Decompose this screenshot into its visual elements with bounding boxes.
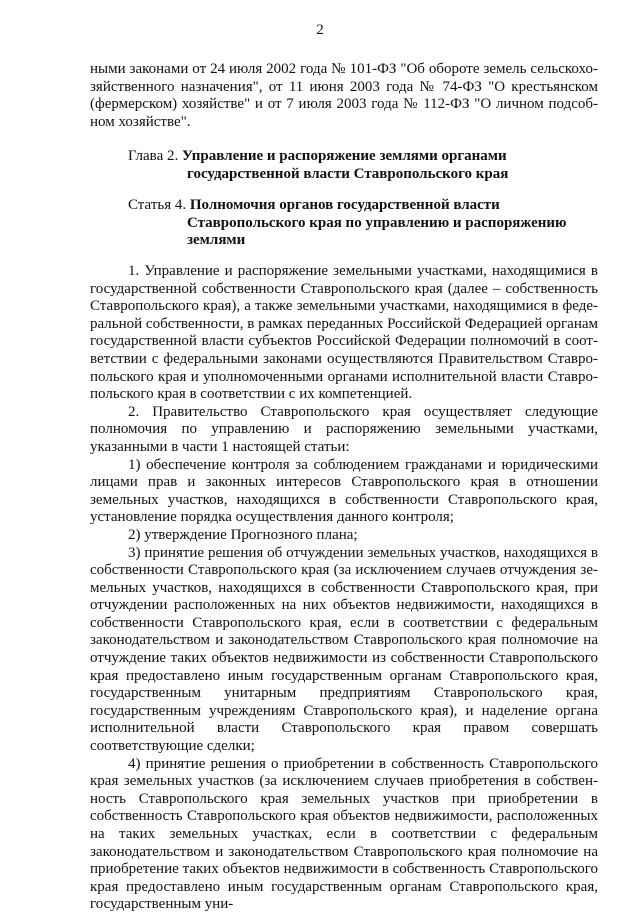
list-item-4: 4) принятие решения о приобретении в собственность Ставропольского края земельных участков (за исключением случаев приобретения в собственность Ставропольского края земельных участков при приобретении в собственность Ставропольского края объектов недвижимости, расположенных на таких земельных участках, если в соответствии с федеральным законодательством и законодательством Ставропольского края полномочие на приобретение таких объектов недвижимости в собственность Ставропольского края предоставлено иным государственным органам Ставропольского края, государственным уни- bbox=[90, 755, 598, 913]
article-body bbox=[90, 263, 598, 914]
chapter-heading bbox=[128, 148, 598, 183]
chapter-label: Глава 2. bbox=[128, 148, 179, 164]
article-title-line1: Полномочия органов государственной власти bbox=[189, 197, 500, 213]
article-title-line3: землями bbox=[187, 232, 246, 249]
paragraph-2: 2. Правительство Ставропольского края осуществляет следующие полномочия по управлению и распоряжению земельными участками, указанными в части 1 настоящей статьи: bbox=[90, 403, 598, 455]
intro-paragraph: ными законами от 24 июля 2002 года № 101-ФЗ "Об обороте земель сельскохозяйственного назначения", от 11 июня 2003 года № 74-ФЗ "О крестьянском (фермерском) хозяйстве" и от 7 июля 2003 года № 112-ФЗ "О личном подсобном хозяйстве". bbox=[90, 61, 598, 130]
page-number: 2 bbox=[316, 22, 324, 38]
chapter-title-line2: государственной власти Ставропольского края bbox=[187, 165, 509, 182]
article-label: Статья 4. bbox=[128, 197, 187, 213]
list-item-3: 3) принятие решения об отчуждении земельных участков, находящихся в собственности Ставропольского края (за исключением случаев отчуждения земельных участков, находящихся в собственности Ставропольского края, при отчуждении расположенных на них объектов недвижимости, находящихся в собственности Ставропольского края, если в соответствии с федеральным законодательством и законодательством Ставропольского края полномочие на отчуждение таких объектов недвижимости из собственности Ставропольского края предоставлено иным государственным органам Ставропольского края, государственным унитарным предприятиям Ставропольского края, государственным учреждениям Ставропольского края), и наделение органа исполнительной власти Ставропольского края правом совершать соответствующие сделки; bbox=[90, 544, 598, 755]
chapter-title-line1: Управление и распоряжение землями органами bbox=[181, 148, 507, 164]
article-title-line2: Ставропольского края по управлению и распоряжению bbox=[187, 214, 567, 231]
list-item-2: 2) утверждение Прогнозного плана; bbox=[128, 526, 358, 543]
paragraph-1: 1. Управление и распоряжение земельными участками, находящимися в государственной собственности Ставропольского края (далее – собственность Ставропольского края), а также земельными участками, находящимися в федеральной собственности, в рамках переданных Российской Федерацией органам государственной власти субъектов Российской Федерации полномочий в соответствии с федеральными законами осуществляются Правительством Ставропольского края и уполномоченными органами исполнительной власти Ставропольского края в соответствии с их компетенцией. bbox=[90, 263, 598, 403]
list-item-1: 1) обеспечение контроля за соблюдением гражданами и юридическими лицами прав и законных интересов Ставропольского края в отношении земельных участков, находящихся в собственности Ставропольского края, установление порядка осуществления данного контроля; bbox=[90, 456, 598, 526]
article-heading bbox=[128, 197, 598, 250]
